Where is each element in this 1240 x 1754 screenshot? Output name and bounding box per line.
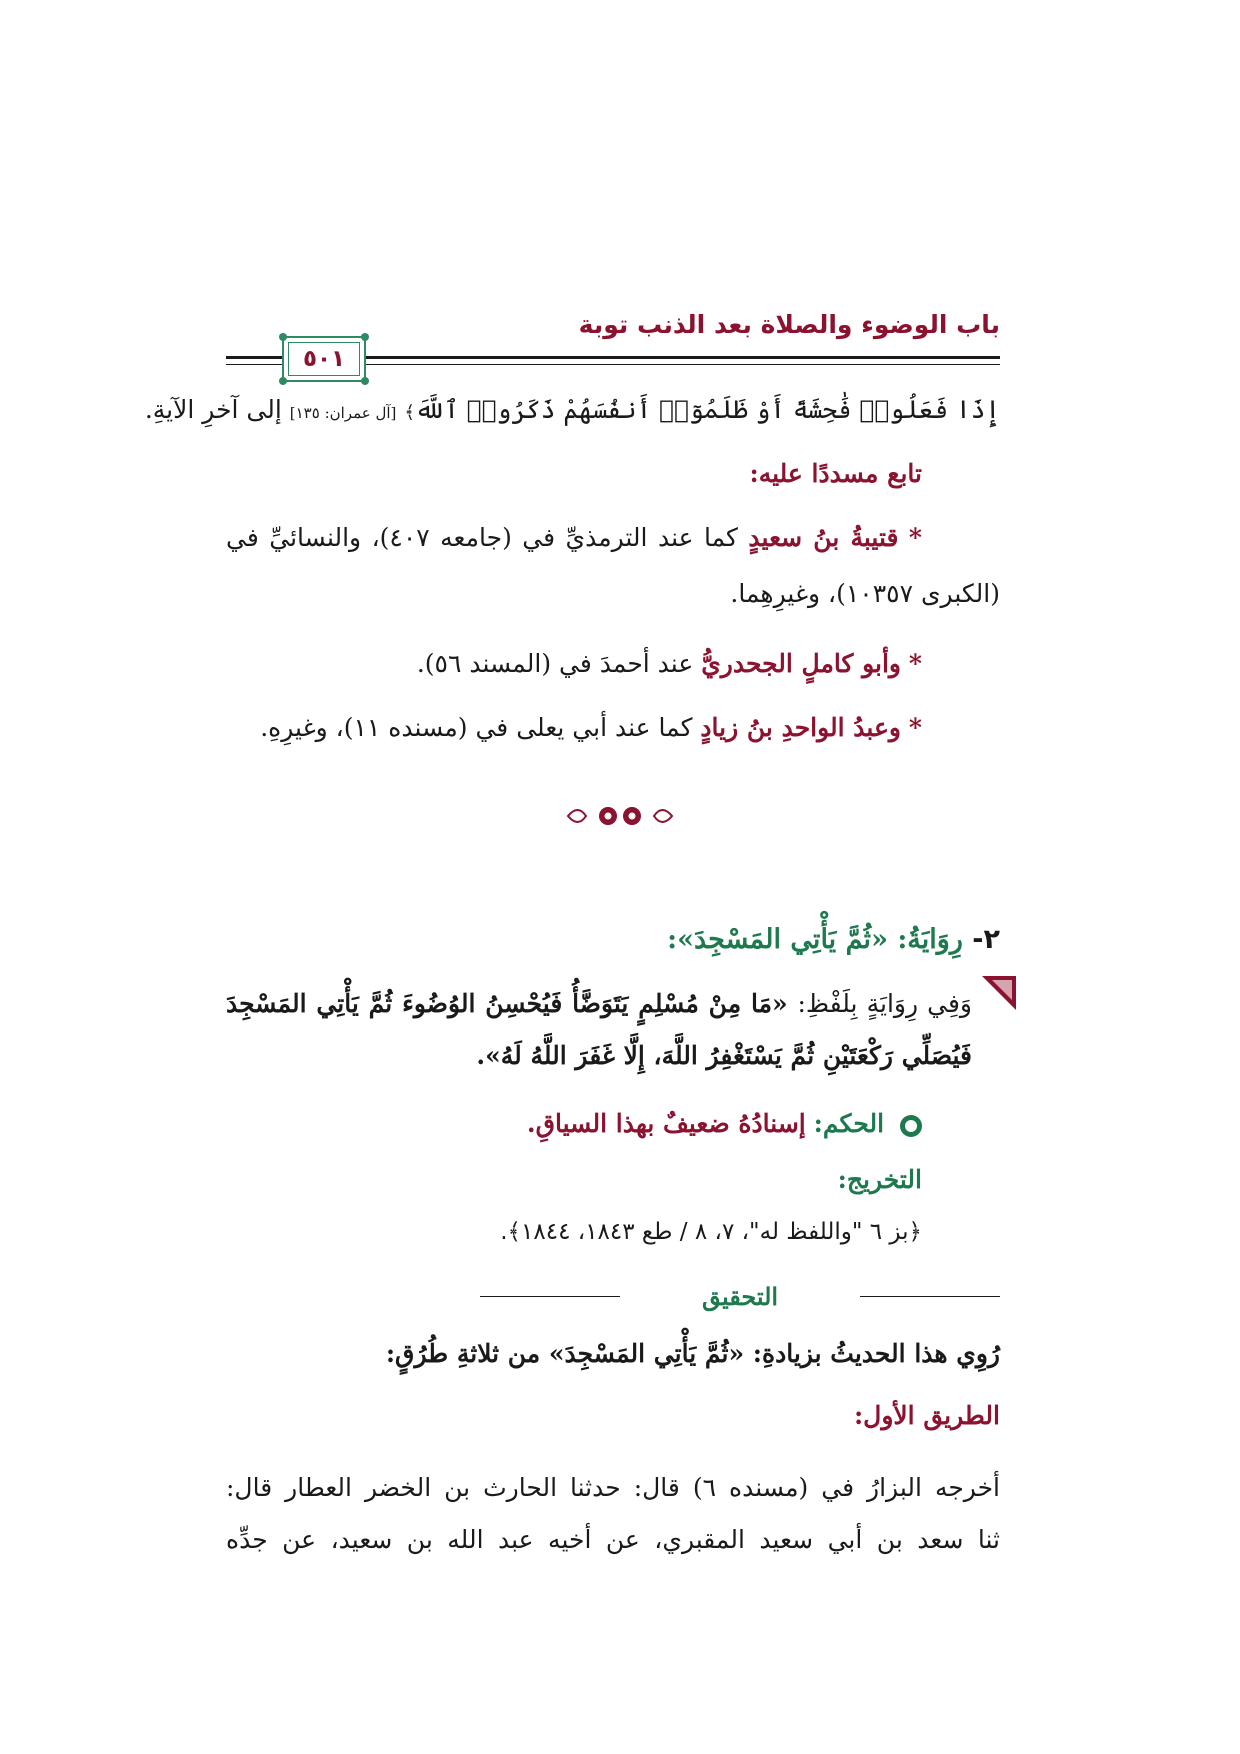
ayah-line bbox=[144, 390, 1000, 433]
ayah-text: إِذَا فَعَلُوا۟ فَٰحِشَةً أَوْ ظَلَمُوٓا۟ أَنفُسَهُمْ ذَكَرُوا۟ ٱللَّهَ bbox=[414, 395, 1000, 424]
chapter-title: باب الوضوء والصلاة بعد الذنب توبة bbox=[578, 310, 1000, 339]
narration-number: ٢- bbox=[972, 924, 1000, 955]
page-number-badge bbox=[282, 336, 366, 382]
body-para-line-2: ثنا سعد بن أبي سعيد المقبري، عن أخيه عبد الله بن سعيد، عن جدِّه bbox=[226, 1525, 1000, 1554]
follow-item-3 bbox=[226, 708, 922, 748]
hadith-line-1 bbox=[226, 984, 972, 1024]
hadith-line-2: فَيُصَلِّي رَكْعَتَيْنِ ثُمَّ يَسْتَغْفِرُ اللَّهَ، إِلَّا غَفَرَ اللَّهُ لَهُ». bbox=[476, 1041, 972, 1070]
ruling-label: الحكم: bbox=[813, 1109, 885, 1138]
bullet-3: * bbox=[908, 713, 922, 742]
hadith-corner-marker-icon bbox=[982, 976, 1016, 1010]
follow-heading: تابع مسددًا عليه: bbox=[749, 459, 922, 488]
ruling-line bbox=[226, 1104, 922, 1144]
follow-name-2: وأبو كاملٍ الجحدريُّ bbox=[701, 649, 901, 678]
follow-name-1: قتيبةُ بنُ سعيدٍ bbox=[748, 523, 899, 552]
bullet-1: * bbox=[908, 523, 922, 552]
tahqiq-divider bbox=[480, 1280, 1000, 1314]
page-number: ٥٠١ bbox=[302, 346, 346, 372]
takhrij-label: التخريج: bbox=[837, 1165, 922, 1194]
follow-text-2: عند أحمدَ في (المسند ٥٦). bbox=[416, 649, 694, 678]
body-para-line-1: أخرجه البزارُ في (مسنده ٦) قال: حدثنا الحارث بن الخضر العطار قال: bbox=[226, 1473, 1001, 1502]
ayah-tail: إلى آخرِ الآيةِ. bbox=[144, 395, 282, 424]
follow-name-3: وعبدُ الواحدِ بنُ زيادٍ bbox=[700, 713, 901, 742]
ruling-text: إسنادُهُ ضعيفٌ بهذا السياقِ. bbox=[526, 1109, 806, 1138]
ruling-medallion-icon bbox=[900, 1115, 922, 1137]
narration-title: رِوَايَةُ: «ثُمَّ يَأْتِي المَسْجِدَ»: bbox=[667, 924, 963, 955]
narration-heading bbox=[667, 924, 1000, 955]
bullet-2: * bbox=[908, 649, 922, 678]
tahqiq-label: التحقيق bbox=[701, 1282, 779, 1311]
follow-text-1a: كما عند الترمذيِّ في (جامعه ٤٠٧)، والنسائيِّ في bbox=[226, 523, 738, 552]
ayah-close-bracket: ﴾ bbox=[404, 402, 415, 423]
follow-item-1 bbox=[226, 518, 1000, 558]
hadith-text-1: «مَا مِنْ مُسْلِمٍ يَتَوَضَّأُ فَيُحْسِنُ الوُضُوءَ ثُمَّ يَأْتِي المَسْجِدَ bbox=[226, 989, 788, 1018]
takhrij-text: ﴿بز ٦ "واللفظ له"، ٧، ٨ / طع ١٨٤٣، ١٨٤٤﴾. bbox=[500, 1219, 922, 1245]
hadith-intro: وَفِي رِوَايَةٍ بِلَفْظِ: bbox=[797, 989, 972, 1018]
body-intro: رُوِي هذا الحديثُ بزيادةِ: «ثُمَّ يَأْتِي المَسْجِدَ» من ثلاثةِ طُرُقٍ: bbox=[385, 1339, 1000, 1368]
ayah-reference: [آل عمران: ١٣٥] bbox=[289, 404, 397, 422]
follow-item-2 bbox=[226, 644, 922, 684]
first-path-label: الطريق الأول: bbox=[853, 1401, 1000, 1430]
section-divider-ornament-icon bbox=[560, 796, 680, 836]
follow-item-1-cont: (الكبرى ١٠٣٥٧)، وغيرِهِما. bbox=[730, 579, 1000, 608]
follow-text-3: كما عند أبي يعلى في (مسنده ١١)، وغيرِهِ. bbox=[260, 713, 693, 742]
